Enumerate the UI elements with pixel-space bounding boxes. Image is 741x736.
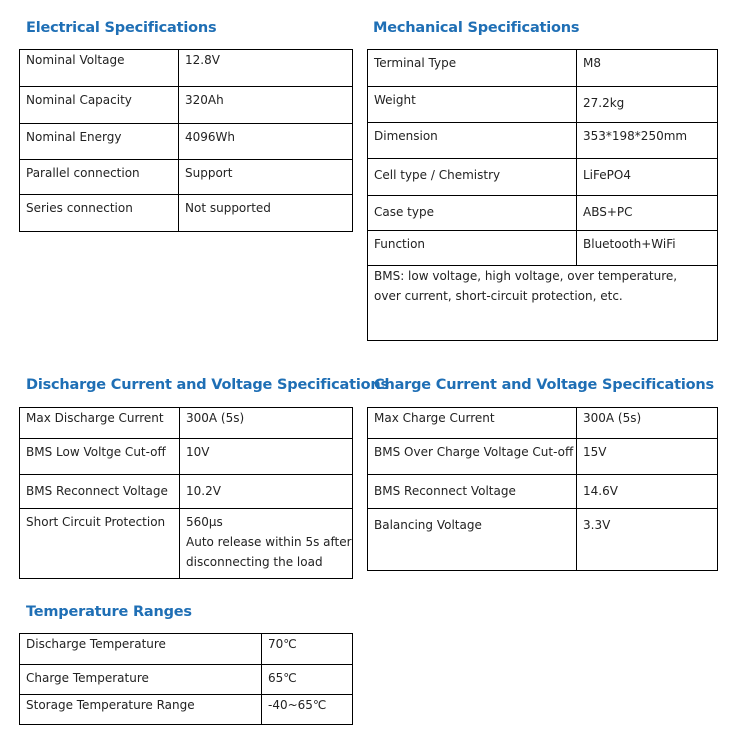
temperature-ranges-title: Temperature Ranges (26, 604, 192, 620)
mechanical-specs-table (367, 49, 718, 341)
table-row (20, 160, 353, 195)
table-row (20, 87, 353, 124)
row-value: 300A (5s) (180, 408, 353, 439)
table-row (368, 509, 718, 571)
row-value: 27.2kg (577, 87, 718, 123)
table-row (368, 123, 718, 159)
table-row (368, 231, 718, 266)
table-row (20, 50, 353, 87)
short-circuit-value (180, 509, 353, 579)
row-label: Max Charge Current (368, 408, 577, 439)
note-line: over current, short-circuit protection, etc. (374, 289, 623, 303)
row-label: BMS Reconnect Voltage (20, 475, 180, 509)
row-label: Short Circuit Protection (20, 509, 180, 579)
row-label: Storage Temperature Range (20, 695, 262, 725)
row-label: Discharge Temperature (20, 634, 262, 665)
row-value: Bluetooth+WiFi (577, 231, 718, 266)
table-row (20, 665, 353, 695)
row-value: 10.2V (180, 475, 353, 509)
table-row (20, 124, 353, 160)
electrical-specs-table (19, 49, 353, 232)
row-value: ABS+PC (577, 196, 718, 231)
row-value: 320Ah (179, 87, 353, 124)
electrical-specs-title: Electrical Specifications (26, 20, 217, 36)
row-value: 14.6V (577, 475, 718, 509)
table-row (20, 475, 353, 509)
row-label: Function (368, 231, 577, 266)
value-line: 560µs (186, 515, 223, 529)
row-label: Max Discharge Current (20, 408, 180, 439)
row-label: Balancing Voltage (368, 509, 577, 571)
row-value: 15V (577, 439, 718, 475)
row-value: 353*198*250mm (577, 123, 718, 159)
row-label: Cell type / Chemistry (368, 159, 577, 196)
row-value: M8 (577, 50, 718, 87)
row-value: Not supported (179, 195, 353, 232)
row-label: Dimension (368, 123, 577, 159)
table-row (368, 50, 718, 87)
temperature-ranges-table (19, 633, 353, 725)
table-row (20, 195, 353, 232)
discharge-specs-table (19, 407, 353, 579)
mechanical-specs-title: Mechanical Specifications (373, 20, 580, 36)
row-value: Support (179, 160, 353, 195)
table-row (20, 509, 353, 579)
row-value: 65℃ (262, 665, 353, 695)
value-line: disconnecting the load (186, 555, 323, 569)
row-label: Charge Temperature (20, 665, 262, 695)
table-row (368, 475, 718, 509)
row-label: Terminal Type (368, 50, 577, 87)
table-row (20, 408, 353, 439)
row-label: BMS Over Charge Voltage Cut-off (368, 439, 577, 475)
row-label: BMS Low Voltge Cut-off (20, 439, 180, 475)
row-value: -40~65℃ (262, 695, 353, 725)
row-label: Series connection (20, 195, 179, 232)
row-value: 300A (5s) (577, 408, 718, 439)
row-label: Case type (368, 196, 577, 231)
table-row (368, 408, 718, 439)
row-value: 12.8V (179, 50, 353, 87)
discharge-specs-title: Discharge Current and Voltage Specifications (26, 377, 389, 393)
note-line: BMS: low voltage, high voltage, over temperature, (374, 269, 678, 283)
row-label: Weight (368, 87, 577, 123)
row-value: 3.3V (577, 509, 718, 571)
charge-specs-table (367, 407, 718, 571)
table-row (368, 196, 718, 231)
table-row (20, 439, 353, 475)
value-line: Auto release within 5s after (186, 535, 352, 549)
charge-specs-title: Charge Current and Voltage Specifications (374, 377, 714, 393)
row-value: 70℃ (262, 634, 353, 665)
row-value: 4096Wh (179, 124, 353, 160)
row-value: 10V (180, 439, 353, 475)
table-row (368, 87, 718, 123)
row-label: Parallel connection (20, 160, 179, 195)
row-label: BMS Reconnect Voltage (368, 475, 577, 509)
table-row (20, 634, 353, 665)
table-row (368, 159, 718, 196)
row-label: Nominal Energy (20, 124, 179, 160)
table-row (20, 695, 353, 725)
row-label: Nominal Voltage (20, 50, 179, 87)
row-label: Nominal Capacity (20, 87, 179, 124)
bms-protection-note (368, 266, 718, 341)
row-value: LiFePO4 (577, 159, 718, 196)
table-row (368, 439, 718, 475)
table-row (368, 266, 718, 341)
